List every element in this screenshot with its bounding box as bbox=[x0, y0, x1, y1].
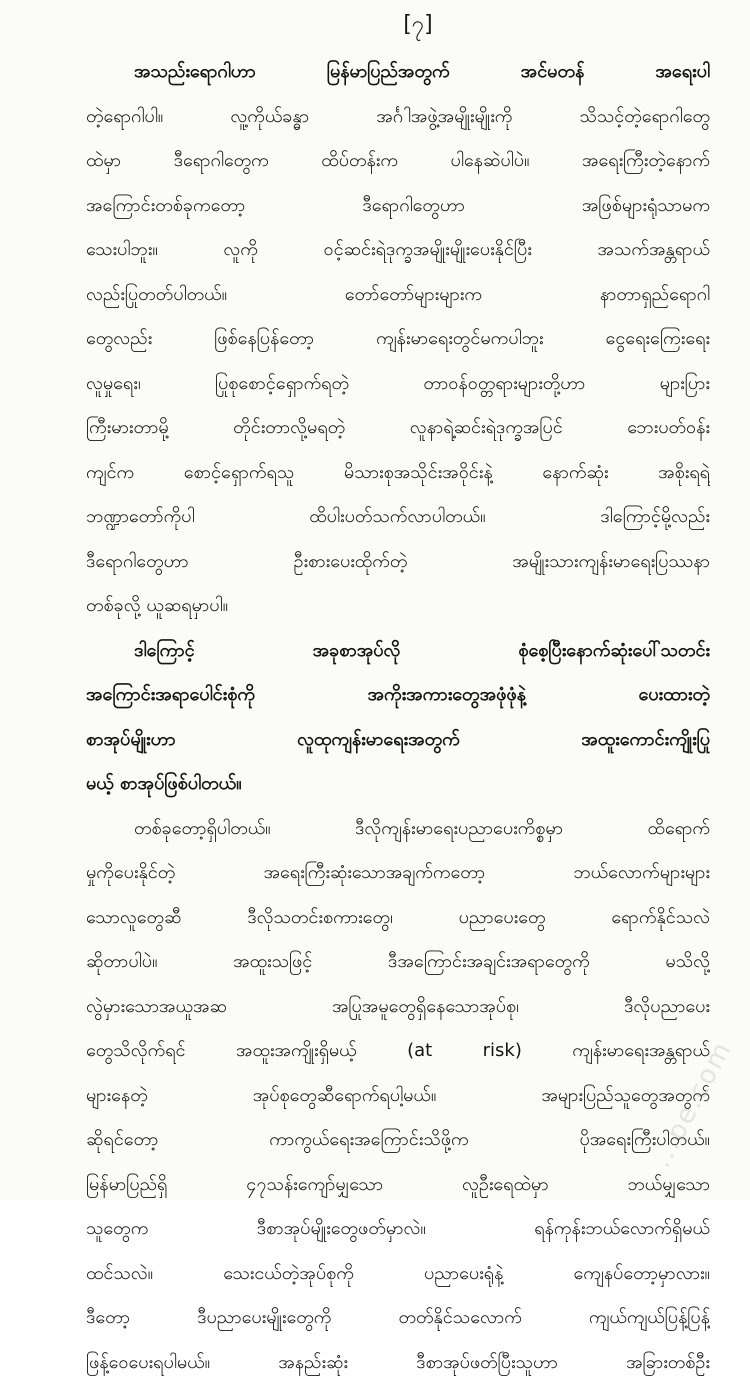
text-line: မြန်မာပြည်ရှိ ၄၇သန်းကျော်မျှသော လူဦးရေထဲမှာ ဘယ်မျှသော bbox=[86, 1163, 710, 1208]
text-line: ကျင်က စောင့်ရှောက်ရသူ မိသားစုအသိုင်းအဝိုင်းနဲ့ နောက်ဆုံး အစိုးရရဲ့ bbox=[86, 451, 710, 496]
text-line: သောလူတွေဆီ ဒီလိုသတင်းစကားတွေ၊ ပညာပေးတွေ ရောက်နိုင်သလဲ bbox=[86, 896, 710, 941]
text-line: ဆိုတာပါပဲ။ အထူးသဖြင့် ဒီအကြောင်းအချင်းအရာတွေကို မသိလို့ bbox=[86, 940, 710, 985]
page-number: [၇] bbox=[126, 10, 710, 50]
text-line: များနေတဲ့ အုပ်စုတွေဆီရောက်ရပါ့မယ်။ အများပြည်သူတွေအတွက် bbox=[86, 1074, 710, 1119]
text-line: ဆိုရင်တော့ ကာကွယ်ရေးအကြောင်းသိဖို့က ပိုအရေးကြီးပါတယ်။ bbox=[86, 1118, 710, 1163]
text-line: တွေလည်း ဖြစ်နေပြန်တော့ ကျန်းမာရေးတွင်မကပါဘူး ငွေရေးကြေးရေး bbox=[86, 317, 710, 362]
text-line: ကြီးမားတာမို့ တိုင်းတာလို့မရတဲ့ လူနာရဲ့ဆင်းရဲဒုက္ခအပြင် ဘေးပတ်ဝန်း bbox=[86, 406, 710, 451]
paragraph-1 bbox=[86, 50, 710, 629]
watermark-text: ...pe.com bbox=[646, 1036, 738, 1173]
text-line: သူတွေက ဒီစာအုပ်မျိုးတွေဖတ်မှာလဲ။ ရန်ကုန်းဘယ်လောက်ရှိမယ် bbox=[86, 1207, 710, 1252]
text-line: တစ်ခုတော့ရှိပါတယ်။ ဒီလိုကျန်းမာရေးပညာပေးကိစ္စမှာ ထိရောက် bbox=[86, 807, 710, 852]
text-line: မယ့် စာအုပ်ဖြစ်ပါတယ်။ bbox=[86, 762, 710, 807]
paragraph-2 bbox=[86, 629, 710, 807]
text-line: လွဲမှားသောအယူအဆ အပြုအမူတွေရှိနေသောအုပ်စု၊ ဒီလိုပညာပေး bbox=[86, 985, 710, 1030]
text-line: စာအုပ်မျိုးဟာ လူထုကျန်းမာရေးအတွက် အထူးကောင်းကျိုးပြု bbox=[86, 718, 710, 763]
text-line: ထဲမှာ ဒီရောဂါတွေက ထိပ်တန်းက ပါနေဆဲပါပဲ။ အရေးကြီးတဲ့နောက် bbox=[86, 139, 710, 184]
text-line: လူမှုရေး၊ ပြုစုစောင့်ရှောက်ရတဲ့ တာဝန်ဝတ္တရားများတို့ဟာ များပြား bbox=[86, 362, 710, 407]
text-line: သေးပါဘူး။ လူကို ဝင့်ဆင်းရဲဒုက္ခအမျိုးမျိုးပေးနိုင်ပြီး အသက်အန္တရာယ် bbox=[86, 228, 710, 273]
text-line: တွေသိလိုက်ရင် အထူးအကျိုးရှိမယ့် (at risk) ကျန်းမာရေးအန္တရာယ် bbox=[86, 1029, 710, 1074]
text-line: မှုကိုပေးနိုင်တဲ့ အရေးကြီးဆုံးသောအချက်ကတော့ ဘယ်လောက်များများ bbox=[86, 851, 710, 896]
text-line: လည်းပြုတတ်ပါတယ်။ တော်တော်များများက နာတာရှည်ရောဂါ bbox=[86, 273, 710, 318]
text-line: အသည်းရောဂါဟာ မြန်မာပြည်အတွက် အင်မတန် အရေးပါ bbox=[86, 50, 710, 95]
text-line: တဲ့ရောဂါပါ။ လူ့ကိုယ်ခန္ဓာ အင်္ဂါအဖွဲ့အမျိုးမျိုးကို သိသင့်တဲ့ရောဂါတွေ bbox=[86, 95, 710, 140]
text-line: အကြောင်းအရာပေါင်းစုံကို အကိုးအကားတွေအဖုံဖုံနဲ့ ပေးထားတဲ့ bbox=[86, 673, 710, 718]
text-line: တစ်ခုလို့ ယူဆရမှာပါ။ bbox=[86, 584, 710, 629]
text-line: ဒါကြောင့် အခုစာအုပ်လို စုံစေ့ပြီးနောက်ဆုံးပေါ်သတင်း bbox=[86, 629, 710, 674]
text-line: ထင်သလဲ။ သေးငယ်တဲ့အုပ်စုကို ပညာပေးရုံနဲ့ ကျေနပ်တော့မှာလား။ bbox=[86, 1252, 710, 1297]
text-line: အကြောင်းတစ်ခုကတော့ ဒီရောဂါတွေဟာ အဖြစ်များရုံသာမက bbox=[86, 184, 710, 229]
text-line: ဘဏ္ဍာတော်ကိုပါ ထိပါးပတ်သက်လာပါတယ်။ ဒါကြောင့်မို့လည်း bbox=[86, 495, 710, 540]
text-line: ဖြန့်ဝေပေးရပါမယ်။ အနည်းဆုံး ဒီစာအုပ်ဖတ်ပြီးသူဟာ အခြားတစ်ဦး bbox=[86, 1341, 710, 1385]
text-line: ဒီရောဂါတွေဟာ ဦးစားပေးထိုက်တဲ့ အမျိုးသားကျန်းမာရေးပြဿနာ bbox=[86, 540, 710, 585]
paragraph-3 bbox=[86, 807, 710, 1385]
text-line: ဒီတော့ ဒီပညာပေးမျိုးတွေကို တတ်နိုင်သလောက် ကျယ်ကျယ်ပြန့်ပြန့် bbox=[86, 1296, 710, 1341]
